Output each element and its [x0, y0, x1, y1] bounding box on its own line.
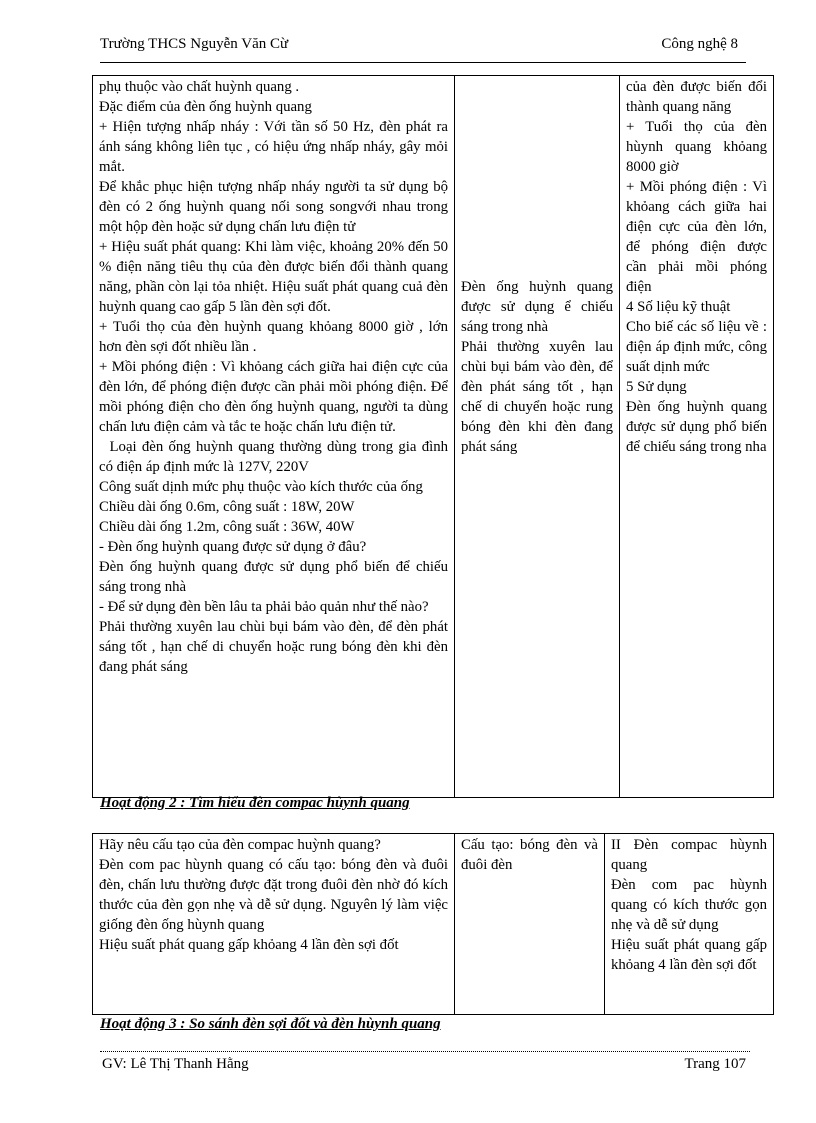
paragraph: + Tuổi thọ của đèn hùynh quang khỏang 8000 giờ [626, 119, 771, 175]
paragraph: Cho biế các số liệu về : điện áp định mức, công suất dịnh mức [626, 319, 771, 375]
table2-col2 [455, 834, 605, 1015]
paragraph: Chiều dài ống 1.2m, công suất : 36W, 40W [99, 519, 355, 535]
paragraph: Đèn ống huỳnh quang được sử dụng phổ biến để chiếu sáng trong nha [626, 399, 771, 455]
lesson-table-1 [92, 75, 774, 798]
page-number: Trang 107 [684, 1056, 746, 1072]
paragraph: Hiệu suất phát quang gấp khỏang 4 lần đèn sợi đốt [99, 937, 399, 953]
paragraph: - Đèn ống huỳnh quang được sử dụng ở đâu? [99, 539, 367, 555]
table2-col1 [93, 834, 455, 1015]
paragraph: II Đèn compac hùynh quang [611, 837, 771, 873]
subject-name: Công nghệ 8 [661, 36, 738, 52]
activity-2-heading: Hoạt động 2 : Tìm hiểu đèn compac hùynh quang [100, 795, 410, 811]
paragraph: Chiều dài ống 0.6m, công suất : 18W, 20W [99, 499, 355, 515]
paragraph: Công suất dịnh mức phụ thuộc vào kích thước của ống [99, 479, 423, 495]
activity-3-heading: Hoạt động 3 : So sánh đèn sợi đốt và đèn hùynh quang [100, 1016, 441, 1032]
table1-col3 [620, 76, 774, 798]
paragraph: Phải thường xuyên lau chùi bụi bám vào đèn, để đèn phát sáng tốt , hạn chế di chuyển hoặc rung bóng đèn khi đèn đang phát sáng [99, 619, 452, 675]
paragraph: Đặc điểm của đèn ống huỳnh quang [99, 99, 312, 115]
paragraph: 5 Sử dụng [626, 379, 687, 395]
paragraph: Đèn com pac hùynh quang có kích thước gọn nhẹ và dễ sử dụng [611, 877, 771, 933]
paragraph: của đèn được biến đổi thành quang năng [626, 79, 771, 115]
paragraph: Hiệu suất phát quang gấp khỏang 4 lần đèn sợi đốt [611, 937, 771, 973]
paragraph: Để khắc phục hiện tượng nhấp nháy người ta sử dụng bộ đèn có 2 ống huỳnh quang nối song songvới nhau trong một hộp đèn hoặc sử dụng chấn lưu điện tử [99, 179, 452, 235]
paragraph: Cấu tạo: bóng đèn và đuôi đèn [461, 837, 602, 873]
paragraph: 4 Số liệu kỹ thuật [626, 299, 731, 315]
page-header [100, 36, 746, 63]
paragraph: Đèn com pac hùynh quang có cấu tạo: bóng đèn và đuôi đèn, chấn lưu thường được đặt trong đuôi đèn nhờ đó kích thước của đèn gọn nhẹ và dễ sử dụng. Nguyên lý làm việc giống đèn ống hùynh quang [99, 857, 452, 933]
table2-col3 [605, 834, 774, 1015]
paragraph: Đèn ống huỳnh quang được sử dụng ể chiếu sáng trong nhà [461, 279, 617, 335]
page-footer [100, 1051, 750, 1078]
lesson-table-2 [92, 833, 774, 1015]
teacher-name: GV: Lê Thị Thanh Hằng [102, 1056, 249, 1072]
school-name: Trường THCS Nguyễn Văn Cừ [100, 36, 289, 52]
paragraph: + Mồi phóng điện : Vì khỏang cách giữa hai điện cực của đèn lớn, để phóng điện được cần phải mồi phóng điện. Để mồi phóng điện cho đèn ống huỳnh quang, người ta dùng chấn lưu điện cảm và tắc te hoặc chấn lưu điện tử. [99, 359, 452, 435]
paragraph: + Tuổi thọ của đèn huỳnh quang khỏang 8000 giờ , lớn hơn đèn sợi đốt nhiều lần . [99, 319, 452, 355]
paragraph: Phải thường xuyên lau chùi bụi bám vào đèn, để đèn phát sáng tốt , hạn chế di chuyển hoặc rung bóng đèn khi đèn đang phát sáng [461, 339, 617, 455]
paragraph: + Mồi phóng điện : Vì khỏang cách giữa hai điện cực của đèn lớn, để phóng điện được cần phải mồi phóng điện [626, 179, 771, 295]
paragraph: Loại đèn ống huỳnh quang thường dùng trong gia đình có điện áp định mức là 127V, 220V [99, 439, 452, 475]
table1-col1 [93, 76, 455, 798]
paragraph: Đèn ống huỳnh quang được sử dụng phổ biến để chiếu sáng trong nhà [99, 559, 452, 595]
table1-col2 [455, 76, 620, 798]
paragraph: - Để sử dụng đèn bền lâu ta phải bảo quản như thế nào? [99, 599, 429, 615]
paragraph: phụ thuộc vào chất huỳnh quang . [99, 79, 300, 95]
paragraph: + Hiệu suất phát quang: Khi làm việc, khoảng 20% đến 50 % điện năng tiêu thụ của đèn được biến đổi thành quang năng, phần còn lại tỏa nhiệt. Hiệu suất phát quang cuả đèn huỳnh quang cao gấp 5 lần đèn sợi đốt. [99, 239, 452, 315]
paragraph: + Hiện tượng nhấp nháy : Với tần số 50 Hz, đèn phát ra ánh sáng không liên tục , có hiệu ứng nhấp nháy, gây mỏi mắt. [99, 119, 452, 175]
paragraph: Hãy nêu cấu tạo của đèn compac huỳnh quang? [99, 837, 381, 853]
